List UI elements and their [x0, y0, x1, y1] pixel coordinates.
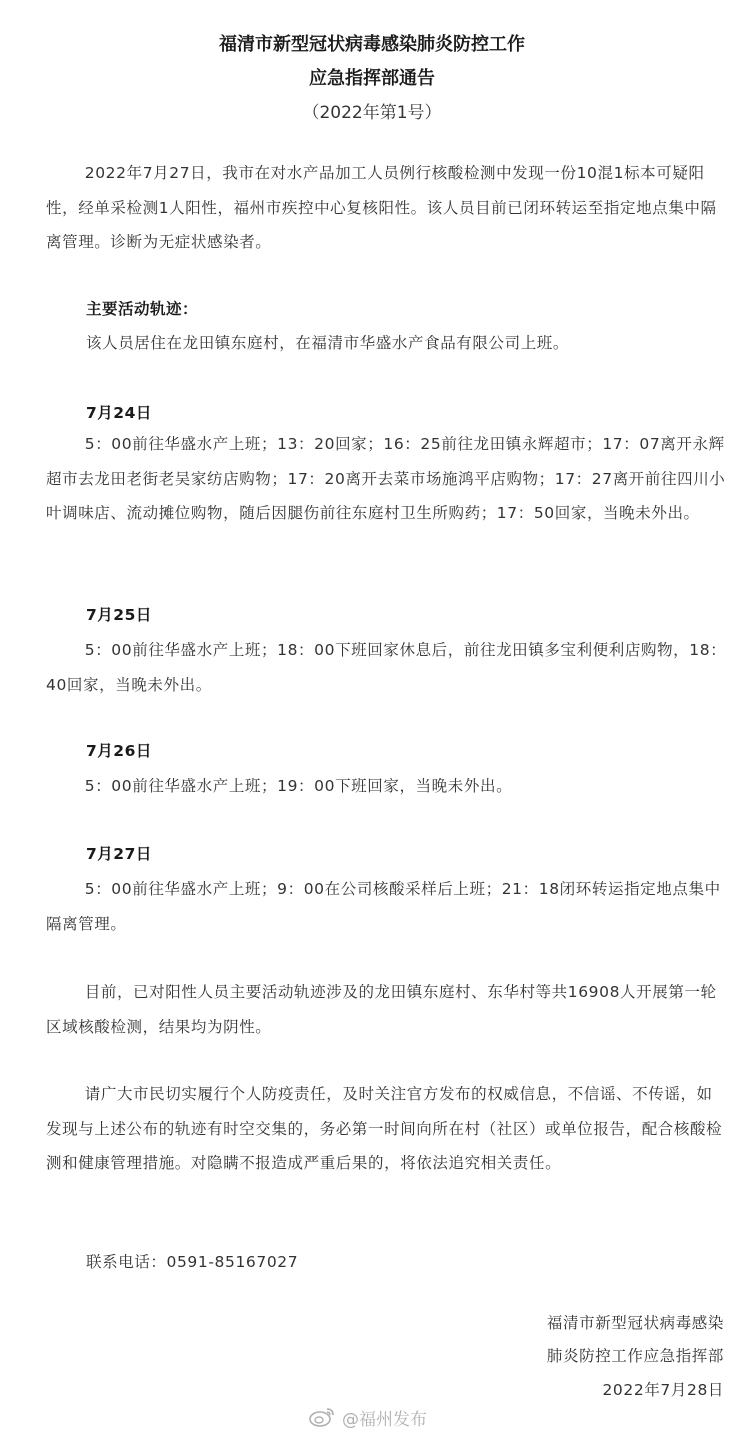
contact-phone: 联系电话：0591-85167027 — [86, 1253, 299, 1271]
day-date-0725: 7月25日 — [86, 606, 152, 624]
signature-line-1: 福清市新型冠状病毒感染 — [546, 1314, 724, 1332]
activity-heading: 主要活动轨迹： — [86, 300, 199, 318]
weibo-watermark — [308, 1404, 427, 1430]
day-text-0726: 5：00前往华盛水产上班；19：00下班回家，当晚未外出。 — [84, 777, 513, 795]
day-date-0726: 7月26日 — [86, 742, 152, 760]
day-text-0725: 5：00前往华盛水产上班；18：00下班回家休息后，前往龙田镇多宝利便利店购物，18：40回家，当晚未外出。 — [46, 641, 727, 694]
watermark-text: @福州发布 — [342, 1409, 427, 1430]
signature-line-2: 肺炎防控工作应急指挥部 — [546, 1347, 724, 1365]
testing-paragraph: 目前，已对阳性人员主要活动轨迹涉及的龙田镇东庭村、东华村等共16908人开展第一轮区域核酸检测，结果均为阴性。 — [46, 983, 717, 1036]
day-text-0724: 5：00前往华盛水产上班；13：20回家；16：25前往龙田镇永辉超市；17：07离开永辉超市去龙田老街老吴家纺店购物；17：20离开去菜市场施鸿平店购物；17：27离开前往四川小叶调味店、流动摊位购物，随后因腿伤前往东庭村卫生所购药；17：50回家，当晚未外出。 — [46, 435, 726, 522]
day-date-0727: 7月27日 — [86, 845, 152, 863]
day-text-0727: 5：00前往华盛水产上班；9：00在公司核酸采样后上班；21：18闭环转运指定地点集中隔离管理。 — [46, 880, 721, 933]
appeal-paragraph: 请广大市民切实履行个人防疫责任，及时关注官方发布的权威信息，不信谣、不传谣，如发现与上述公布的轨迹有时空交集的，务必第一时间向所在村（社区）或单位报告，配合核酸检测和健康管理措施。对隐瞒不报造成严重后果的，将依法追究相关责任。 — [46, 1085, 723, 1172]
signature-date: 2022年7月28日 — [602, 1381, 724, 1399]
title-line-1: 福清市新型冠状病毒感染肺炎防控工作 — [219, 34, 525, 55]
day-date-0724: 7月24日 — [86, 404, 152, 422]
title-line-2: 应急指挥部通告 — [309, 68, 435, 89]
notice-number: （2022年第1号） — [302, 103, 442, 123]
intro-paragraph: 2022年7月27日，我市在对水产品加工人员例行核酸检测中发现一份10混1标本可疑阳性，经单采检测1人阳性，福州市疾控中心复核阳性。该人员目前已闭环转运至指定地点集中隔离管理。诊断为无症状感染者。 — [46, 164, 717, 251]
activity-summary: 该人员居住在龙田镇东庭村，在福清市华盛水产食品有限公司上班。 — [86, 334, 570, 352]
weibo-icon — [308, 1406, 336, 1428]
